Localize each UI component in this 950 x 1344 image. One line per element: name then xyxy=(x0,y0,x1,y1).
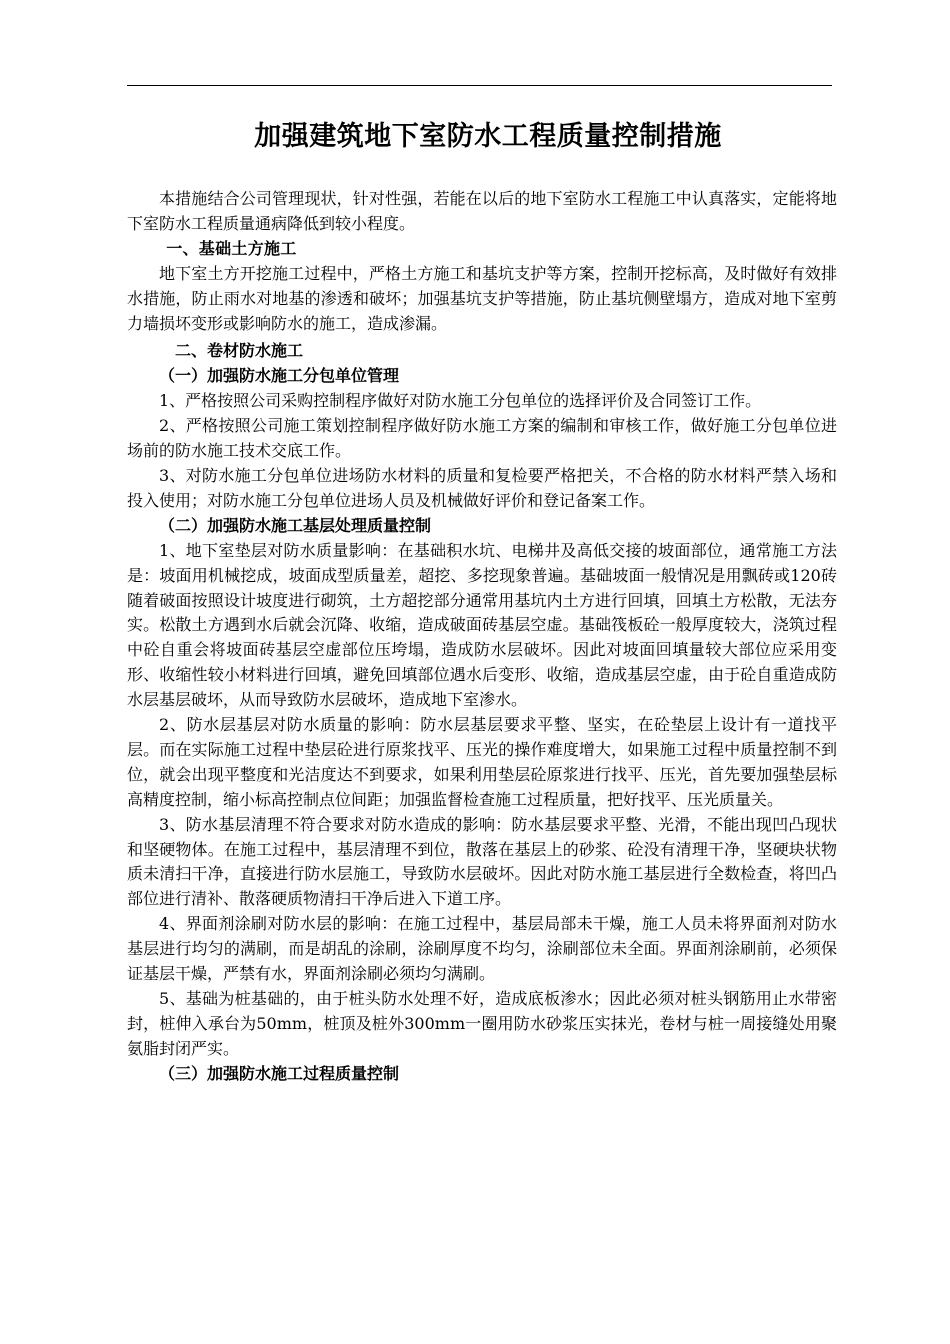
subsection-2-2-item-5: 5、基础为桩基础的，由于桩头防水处理不好，造成底板渗水；因此必须对桩头钢筋用止水带密封，桩伸入承台为50mm，桩顶及桩外300mm一圈用防水砂浆压实抹光，卷材与桩一周接缝处用聚氨脂封闭严实。 xyxy=(127,989,837,1058)
subsection-heading-2-1: （一）加强防水施工分包单位管理 xyxy=(159,366,400,386)
document-body xyxy=(127,187,837,1087)
section-1-paragraph: 地下室土方开挖施工过程中，严格土方施工和基坑支护等方案，控制开挖标高，及时做好有效排水措施，防止雨水对地基的渗透和破坏；加强基坑支护等措施，防止基坑侧壁塌方，造成对地下室剪力墙损坏变形或影响防水的施工，造成渗漏。 xyxy=(127,263,837,333)
subsection-2-2-item-3: 3、防水基层清理不符合要求对防水造成的影响：防水基层要求平整、光滑，不能出现凹凸现状和坚硬物体。在施工过程中，基层清理不到位，散落在基层上的砂浆、砼没有清理干净，坚硬块状物质未清扫干净，直接进行防水层施工，导致防水层破坏。因此对防水施工基层进行全数检查，将凹凸部位进行清补、散落硬质物清扫干净后进入下道工序。 xyxy=(127,814,837,909)
subsection-2-2-item-4: 4、界面剂涂刷对防水层的影响：在施工过程中，基层局部未干燥，施工人员未将界面剂对防水基层进行均匀的满刷，而是胡乱的涂刷，涂刷厚度不均匀，涂刷部位未全面。界面剂涂刷前，必须保证基层干燥，严禁有水，界面剂涂刷必须均匀满刷。 xyxy=(127,914,837,984)
subsection-2-2-item-1: 1、地下室垫层对防水质量影响：在基础积水坑、电梯井及高低交接的坡面部位，通常施工方法是：坡面用机械挖成，坡面成型质量差，超挖、多挖现象普遍。基础坡面一般情况是用飘砖或120砖随着破面按照设计坡度进行砌筑，土方超挖部分通常用基坑内土方进行回填，回填土方松散，无法夯实。松散土方遇到水后就会沉降、收缩，造成破面砖基层空虚。基础筏板砼一般厚度较大，浇筑过程中砼自重会将坡面砖基层空虚部位压垮塌，造成防水层破坏。因此对坡面回填量较大部位应采用变形、收缩性较小材料进行回填，避免回填部位遇水后变形、收缩，造成基层空虚，由于砼自重造成防水层基层破坏，从而导致防水层破坏，造成地下室渗水。 xyxy=(127,540,837,710)
subsection-heading-2-3: （三）加强防水施工过程质量控制 xyxy=(159,1063,400,1083)
intro-paragraph: 本措施结合公司管理现状，针对性强，若能在以后的地下室防水工程施工中认真落实，定能将地下室防水工程质量通病降低到较小程度。 xyxy=(127,189,837,233)
subsection-2-1-item-1: 1、严格按照公司采购控制程序做好对防水施工分包单位的选择评价及合同签订工作。 xyxy=(159,391,762,411)
subsection-heading-2-2: （二）加强防水施工基层处理质量控制 xyxy=(159,515,432,535)
document-title: 加强建筑地下室防水工程质量控制措施 xyxy=(254,121,722,152)
section-heading-2: 二、卷材防水施工 xyxy=(175,341,304,361)
subsection-2-1-item-3: 3、对防水施工分包单位进场防水材料的质量和复检要严格把关，不合格的防水材料严禁入场和投入使用；对防水施工分包单位进场人员及机械做好评价和登记备案工作。 xyxy=(127,465,837,510)
subsection-2-2-item-2: 2、防水层基层对防水质量的影响：防水层基层要求平整、坚实，在砼垫层上设计有一道找平层。而在实际施工过程中垫层砼进行原浆找平、压光的操作难度增大，如果施工过程中质量控制不到位，就会出现平整度和光洁度达不到要求，如果利用垫层砼原浆进行找平、压光，首先要加强垫层标高精度控制，缩小标高控制点位间距；加强监督检查施工过程质量，把好找平、压光质量关。 xyxy=(127,715,837,809)
header-rule xyxy=(127,85,832,86)
section-heading-1: 一、基础土方施工 xyxy=(166,238,297,258)
subsection-2-1-item-2: 2、严格按照公司施工策划控制程序做好防水施工方案的编制和审核工作，做好施工分包单位进场前的防水施工技术交底工作。 xyxy=(127,416,837,461)
